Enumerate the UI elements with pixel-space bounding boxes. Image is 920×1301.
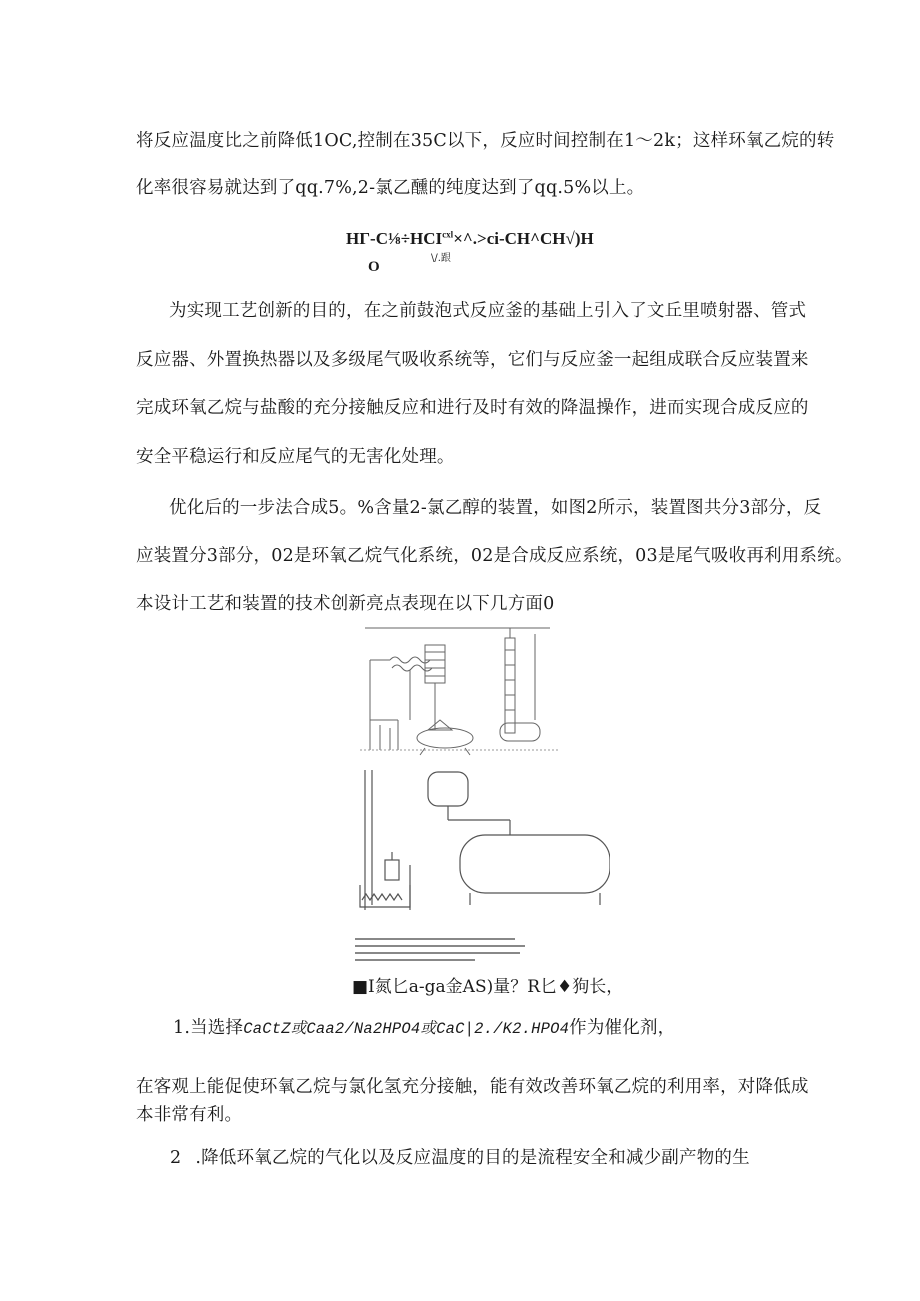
paragraph4-line2: 本非常有利。	[136, 1105, 243, 1125]
equation-catalyst-sup: cxl	[442, 229, 454, 240]
absorption-tank	[428, 772, 468, 806]
gas-tank	[500, 723, 540, 741]
tubular-column	[505, 638, 515, 733]
equation-reactants: HΓ-C⅛÷HCI	[346, 229, 443, 248]
item2-text: .降低环氧乙烷的气化以及反应温度的目的是流程安全和减少副产物的生	[195, 1148, 750, 1168]
item2-number: 2	[170, 1148, 182, 1168]
paragraph3-line1: 优化后的一步法合成5。%含量2-氯乙醇的装置，如图2所示，装置图共分3部分，反	[169, 498, 822, 518]
paragraph2-line1: 为实现工艺创新的目的，在之前鼓泡式反应釜的基础上引入了文丘里喷射器、管式	[169, 301, 807, 321]
equation-subscript: \/.跟	[431, 253, 451, 264]
legend-text-block	[355, 938, 525, 961]
paragraph1-line2: 化率很容易就达到了qq.7%,2-氯乙醺的纯度达到了qq.5%以上。	[136, 178, 645, 198]
item1-suffix: 作为催化剂，	[569, 1018, 676, 1038]
list-item-2	[170, 1144, 750, 1169]
paragraph4-line1: 在客观上能促使环氧乙烷与氯化氢充分接触，能有效改善环氧乙烷的利用率，对降低成	[136, 1077, 809, 1097]
reactor-vessel	[417, 728, 473, 748]
equation-oxygen: O	[368, 259, 380, 275]
figure-caption: ■I氮匕a-ga金AS)量？R匕♦狗长，	[352, 977, 624, 997]
item1-formula: CaCtZ或Caa2/Na2HPO4或CaC|2./K2.HPO4	[243, 1020, 570, 1038]
paragraph2-line2: 反应器、外置换热器以及多级尾气吸收系统等，它们与反应釜一起组成联合反应装置来	[136, 350, 809, 370]
apparatus-diagram	[350, 620, 610, 970]
reaction-equation	[346, 229, 594, 249]
equation-products: ×^.>ci-CH^CH√)H	[453, 229, 594, 248]
paragraph2-line3: 完成环氧乙烷与盐酸的充分接触反应和进行及时有效的降温操作，进而实现合成反应的	[136, 398, 809, 418]
item1-prefix: 1.当选择	[173, 1018, 244, 1038]
storage-tank	[460, 835, 610, 893]
paragraph2-line4: 安全平稳运行和反应尾气的无害化处理。	[136, 447, 455, 467]
paragraph3-line3: 本设计工艺和装置的技术创新亮点表现在以下几方面0	[136, 594, 555, 614]
list-item-1	[173, 1014, 675, 1039]
pump	[385, 860, 399, 880]
heat-exchanger	[425, 645, 445, 683]
paragraph3-line2: 应装置分3部分，02是环氧乙烷气化系统，02是合成反应系统，03是尾气吸收再利用系统。	[136, 546, 853, 566]
coil-condenser	[390, 657, 430, 663]
paragraph1-line1: 将反应温度比之前降低1OC,控制在35C以下，反应时间控制在1～2k；这样环氧乙烷的转	[136, 131, 835, 151]
